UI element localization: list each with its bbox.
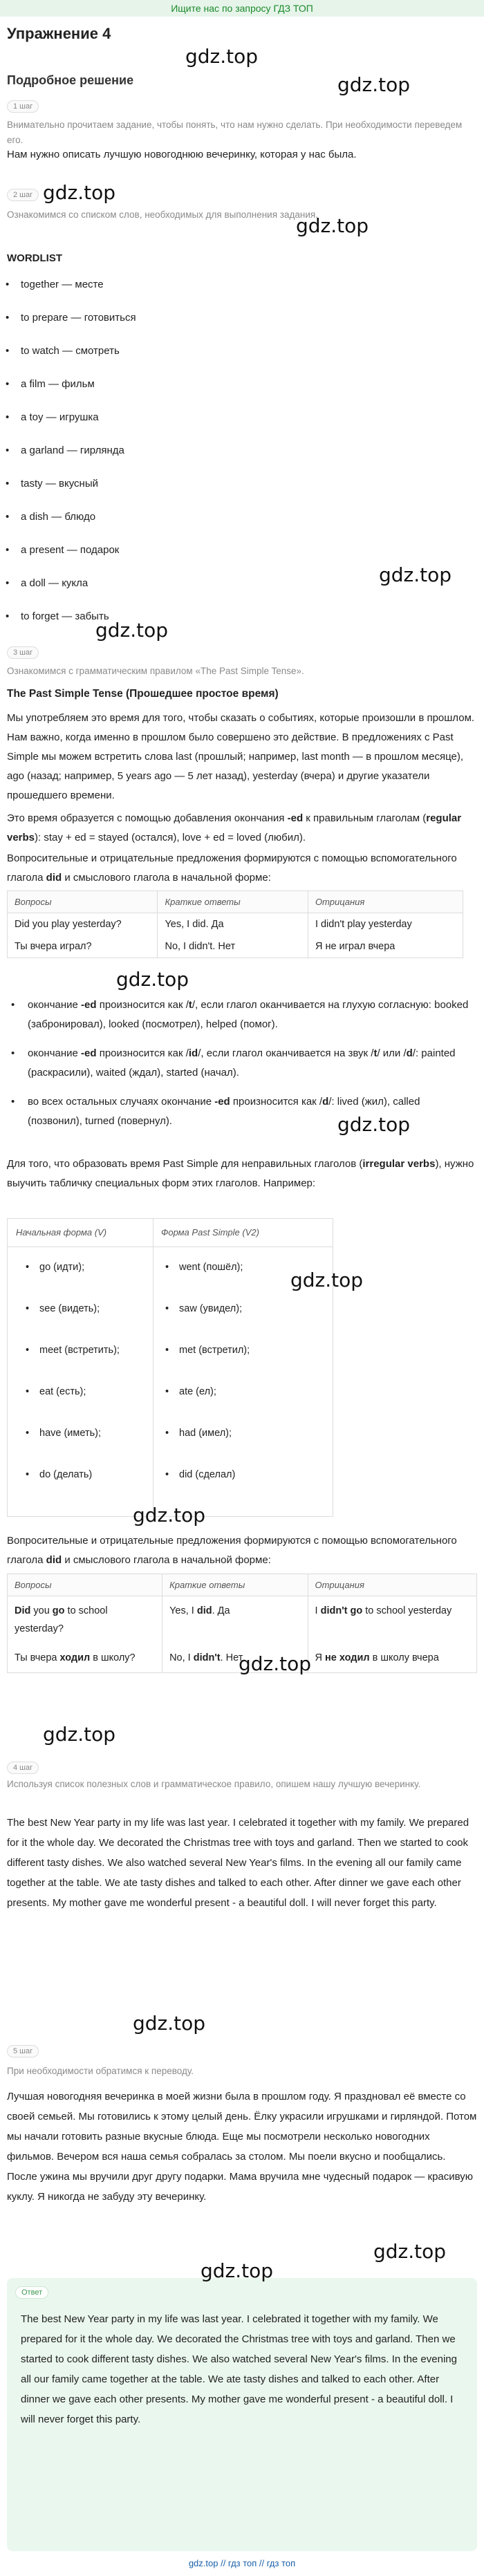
watermark: gdz.top [43,1723,116,1746]
verb-base: • do (делать) [39,1469,92,1480]
top-banner[interactable]: Ищите нас по запросу ГДЗ ТОП [0,0,484,17]
table-cell: Ты вчера ходил в школу? [8,1643,162,1673]
watermark: gdz.top [43,181,116,204]
wordlist-item: • to watch — смотреть [21,345,120,357]
verb-base: • eat (есть); [39,1386,86,1397]
wordlist-item: • a film — фильм [21,378,95,390]
verb-past: • met (встретил); [179,1345,250,1356]
table-cell: Yes, I did. Да [162,1596,308,1644]
watermark: gdz.top [337,1113,411,1136]
verb-base: • have (иметь); [39,1428,101,1439]
step-4-note: Используя список полезных слов и грамматическое правило, опишем нашу лучшую вечеринку. [7,1779,421,1789]
watermark: gdz.top [116,968,189,991]
pronunciation-rule: • во всех остальных случаях окончание -ed произносится как /d/: lived (жил), called (позвонил), turned (повернул). [28,1092,470,1131]
step-3-badge: 3 шаг [7,646,39,659]
table-cell: No, I didn't. Нет [158,935,308,958]
watermark: gdz.top [239,1652,312,1675]
wordlist-item: • a dish — блюдо [21,511,95,523]
step-2-badge: 2 шаг [7,189,39,201]
step-4-badge: 4 шаг [7,1762,39,1774]
watermark: gdz.top [373,2240,447,2263]
wordlist-item: • tasty — вкусный [21,478,98,489]
table-cell: Я не играл вчера [308,935,463,958]
verb-base: • go (идти); [39,1262,84,1273]
wordlist-item: • a present — подарок [21,544,119,556]
irregular-verbs-table [7,1218,333,1517]
table-cell: Yes, I did. Да [158,913,308,936]
grammar-heading: The Past Simple Tense (Прошедшее простое время) [7,688,279,700]
step-5-note: При необходимости обратимся к переводу. [7,2066,194,2076]
grammar-paragraph: Для того, что образовать время Past Simple для неправильных глаголов (irregular verbs), нужно выучить табличку специальных форм этих глаголов. Например: [7,1158,474,1189]
step-5-badge: 5 шаг [7,2045,39,2057]
step-1-text: Нам нужно описать лучшую новогоднюю вечеринку, которая у нас была. [7,149,357,160]
wordlist-item: • a toy — игрушка [21,411,99,423]
watermark: gdz.top [201,2259,274,2282]
table-header: Отрицания [308,891,463,913]
wordlist-item: • to forget — забыть [21,610,109,622]
table-header: Отрицания [308,1574,476,1596]
watermark: gdz.top [185,45,259,68]
watermark: gdz.top [133,1504,206,1527]
answer-badge: Ответ [15,2286,48,2299]
answer-box [7,2278,477,2551]
verb-base: • see (видеть); [39,1303,100,1314]
table-header: Начальная форма (V) [16,1227,107,1238]
section-title: Подробное решение [7,73,134,87]
table-cell: Did you go to school yesterday? [8,1596,162,1644]
answer-text: The best New Year party in my life was last year. I celebrated it together with my family. We prepared for it the whole day. We decorated the Christmas tree with toys and garland. Then we started to cook different tasty dishes. We also watched several New Year's films. In the evening all our family came together at the table. We ate tasty dishes and talked to each other. After dinner we gave each other presents. My mother gave me wonderful present - a beautiful doll. I will never forget this party. [21,2313,457,2425]
wordlist-item: • a doll — кукла [21,577,88,589]
watermark: gdz.top [290,1269,364,1291]
wordlist-heading: WORDLIST [7,252,62,264]
page-title: Упражнение 4 [7,25,111,42]
did-table-1 [7,890,463,958]
table-cell: Did you play yesterday? [8,913,158,936]
table-cell: I didn't play yesterday [308,913,463,936]
table-cell: Ты вчера играл? [8,935,158,958]
watermark: gdz.top [95,619,169,642]
step-4-text: The best New Year party in my life was last year. I celebrated it together with my family. We prepared for it the whole day. We decorated the Christmas tree with toys and garland. Then we started to cook different tasty dishes. We also watched several New Year's films. In the evening all our family came together at the table. We ate tasty dishes and talked to each other. After dinner we gave each other presents. My mother gave me wonderful present - a beautiful doll. I will never forget this party. [7,1817,469,1909]
footer-links[interactable]: gdz.top // гдз топ // гдз топ [188,2558,296,2568]
wordlist-item: • together — месте [21,279,104,290]
table-cell: I didn't go to school yesterday [308,1596,476,1644]
verb-past: • did (сделал) [179,1469,235,1480]
grammar-paragraph: Вопросительные и отрицательные предложения формируются с помощью вспомогательного глагола did и смыслового глагола в начальной форме: [7,852,457,884]
watermark: gdz.top [379,563,452,586]
step-3-note: Ознакомимся с грамматическим правилом «The Past Simple Tense». [7,666,304,676]
step-1-note: Внимательно прочитаем задание, чтобы понять, что нам нужно сделать. При необходимости переведем его. [7,120,463,145]
verb-past: • went (пошёл); [179,1262,243,1273]
pronunciation-rule: • окончание -ed произносится как /id/, если глагол оканчивается на звук /t/ или /d/: painted (раскрасили), waited (ждал), started (начал). [28,1044,470,1083]
watermark: gdz.top [133,2012,206,2035]
table-header: Краткие ответы [162,1574,308,1596]
watermark: gdz.top [296,214,369,237]
table-header: Форма Past Simple (V2) [161,1227,259,1238]
verb-base: • meet (встретить); [39,1345,120,1356]
step-5-text: Лучшая новогодняя вечеринка в моей жизни была в прошлом году. Я праздновал её вместе со своей семьей. Мы готовились к этому целый день. Ёлку украсили игрушками и гирляндой. Потом мы начали готовить разные вкусные блюда. Еще мы посмотрели несколько новогодних фильмов. Вечером вся наша семья собралась за столом. Мы поели вкусно и пообщались. После ужина мы вручили друг другу подарки. Мама вручила мне чудесный подарок — красивую куклу. Я никогда не забуду эту вечеринку. [7,2091,477,2203]
table-header: Вопросы [8,1574,162,1596]
step-2-note: Ознакомимся со списком слов, необходимых для выполнения задания. [7,209,318,220]
table-cell: No, I didn't. Нет [162,1643,308,1673]
grammar-paragraph: Вопросительные и отрицательные предложения формируются с помощью вспомогательного глагола did и смыслового глагола в начальной форме: [7,1535,457,1566]
grammar-paragraph: Мы употребляем это время для того, чтобы сказать о событиях, которые произошли в прошлом. Нам важно, когда именно в прошлом было совершено это действие. В предложениях с Past Simple мы можем встретить слова last (прошлый; например, last month — в прошлом месяце), ago (назад; например, 5 years ago — 5 лет назад), yesterday (вчера) и другие указатели прошедшего времени. [7,712,475,801]
pronunciation-rule: • окончание -ed произносится как /t/, если глагол оканчивается на глухую согласную: booked (забронировал), looked (посмотрел), helped (помог). [28,996,470,1034]
table-header: Вопросы [8,891,158,913]
table-cell: Я не ходил в школу вчера [308,1643,476,1673]
grammar-paragraph: Это время образуется с помощью добавления окончания -ed к правильным глаголам (regular verbs): stay + ed = stayed (остался), love + ed = loved (любил). [7,812,462,843]
step-1-badge: 1 шаг [7,100,39,113]
wordlist-item: • to prepare — готовиться [21,312,136,324]
table-header: Краткие ответы [158,891,308,913]
verb-past: • saw (увидел); [179,1303,242,1314]
wordlist-item: • a garland — гирлянда [21,445,124,456]
watermark: gdz.top [337,73,411,96]
verb-past: • ate (ел); [179,1386,216,1397]
verb-past: • had (имел); [179,1428,232,1439]
